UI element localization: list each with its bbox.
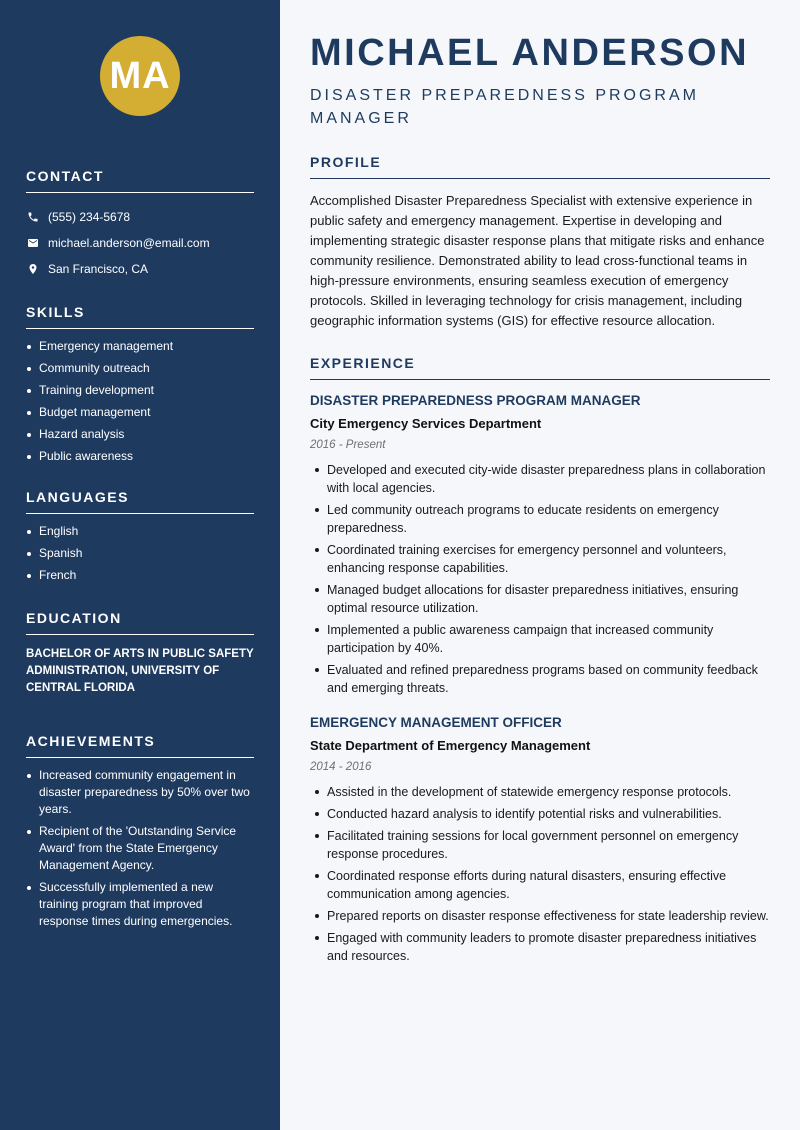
- skills-section: [26, 304, 254, 465]
- job-role: DISASTER PREPAREDNESS PROGRAM MANAGER: [310, 393, 641, 408]
- job-bullet: Managed budget allocations for disaster preparedness initiatives, ensuring optimal resource utilization.: [310, 581, 770, 617]
- achievement-item: Increased community engagement in disaster preparedness by 50% over two years.: [26, 767, 254, 818]
- language-item: English: [26, 523, 254, 540]
- job-entry: [310, 392, 770, 697]
- contact-list: [26, 204, 254, 282]
- skill-item: Training development: [26, 382, 254, 399]
- profile-title: PROFILE: [310, 154, 770, 179]
- languages-title: LANGUAGES: [26, 489, 254, 514]
- avatar-initials: MA: [109, 54, 171, 97]
- sidebar: [0, 0, 280, 1130]
- contact-location: [26, 256, 254, 282]
- candidate-name: MICHAEL ANDERSON: [310, 32, 750, 74]
- job-bullets: [310, 783, 770, 965]
- skills-title: SKILLS: [26, 304, 254, 329]
- language-item: French: [26, 567, 254, 584]
- skill-item: Emergency management: [26, 338, 254, 355]
- job-dates: 2014 - 2016: [310, 761, 372, 773]
- candidate-title: DISASTER PREPAREDNESS PROGRAM MANAGER: [310, 87, 699, 127]
- achievements-section: [26, 733, 254, 930]
- skill-item: Community outreach: [26, 360, 254, 377]
- job-bullet: Developed and executed city-wide disaster preparedness plans in collaboration with local agencies.: [310, 461, 770, 497]
- experience-title: EXPERIENCE: [310, 355, 770, 380]
- job-bullet: Coordinated training exercises for emergency personnel and volunteers, enhancing response capabilities.: [310, 541, 770, 577]
- phone-icon: [26, 211, 39, 224]
- contact-phone-text[interactable]: (555) 234-5678: [48, 210, 131, 224]
- contact-email-text[interactable]: michael.anderson@email.com: [48, 236, 210, 250]
- skills-list: [26, 338, 254, 465]
- skill-item: Budget management: [26, 404, 254, 421]
- profile-section: [310, 154, 770, 331]
- job-company: State Department of Emergency Management: [310, 738, 591, 753]
- achievements-title: ACHIEVEMENTS: [26, 733, 254, 758]
- job-bullet: Led community outreach programs to educate residents on emergency preparedness.: [310, 501, 770, 537]
- job-dates: 2016 - Present: [310, 439, 386, 451]
- education-section: [26, 610, 254, 697]
- job-bullet: Evaluated and refined preparedness programs based on community feedback and emerging threats.: [310, 661, 770, 697]
- languages-list: [26, 523, 254, 584]
- contact-title: CONTACT: [26, 168, 254, 193]
- job-bullet: Conducted hazard analysis to identify potential risks and vulnerabilities.: [310, 805, 770, 823]
- job-entry: [310, 714, 770, 965]
- job-bullet: Prepared reports on disaster response effectiveness for state leadership review.: [310, 907, 770, 925]
- skill-item: Hazard analysis: [26, 426, 254, 443]
- achievement-item: Successfully implemented a new training program that improved response times during emergencies.: [26, 879, 254, 930]
- languages-section: [26, 489, 254, 584]
- experience-section: [310, 355, 770, 965]
- education-degree: BACHELOR OF ARTS IN PUBLIC SAFETY ADMINISTRATION, UNIVERSITY OF CENTRAL FLORIDA: [26, 648, 254, 694]
- job-bullet: Facilitated training sessions for local government personnel on emergency response procedures.: [310, 827, 770, 863]
- location-icon: [26, 263, 39, 276]
- job-role: EMERGENCY MANAGEMENT OFFICER: [310, 715, 562, 730]
- email-icon: [26, 237, 39, 250]
- language-item: Spanish: [26, 545, 254, 562]
- skill-item: Public awareness: [26, 448, 254, 465]
- profile-text: Accomplished Disaster Preparedness Specialist with extensive experience in public safety and emergency management. Expertise in developing and implementing strategic disaster response plans that mitigate risks and enhance community resilience. Demonstrated ability to lead cross-functional teams in high-pressure environments, ensuring seamless execution of emergency protocols. Skilled in leveraging technology for crisis management, including geographic information systems (GIS) for effective resource allocation.: [310, 193, 765, 328]
- contact-phone: [26, 204, 254, 230]
- achievements-list: [26, 767, 254, 930]
- achievement-item: Recipient of the 'Outstanding Service Award' from the State Emergency Management Agency.: [26, 823, 254, 874]
- job-bullet: Implemented a public awareness campaign that increased community participation by 40%.: [310, 621, 770, 657]
- avatar: [100, 36, 180, 116]
- contact-location-text: San Francisco, CA: [48, 262, 149, 276]
- education-title: EDUCATION: [26, 610, 254, 635]
- contact-email: [26, 230, 254, 256]
- job-company: City Emergency Services Department: [310, 416, 542, 431]
- main-content: [280, 0, 800, 1130]
- job-bullet: Assisted in the development of statewide emergency response protocols.: [310, 783, 770, 801]
- contact-section: [26, 168, 254, 282]
- job-bullets: [310, 461, 770, 697]
- job-bullet: Engaged with community leaders to promote disaster preparedness initiatives and resources.: [310, 929, 770, 965]
- job-bullet: Coordinated response efforts during natural disasters, ensuring effective communication among agencies.: [310, 867, 770, 903]
